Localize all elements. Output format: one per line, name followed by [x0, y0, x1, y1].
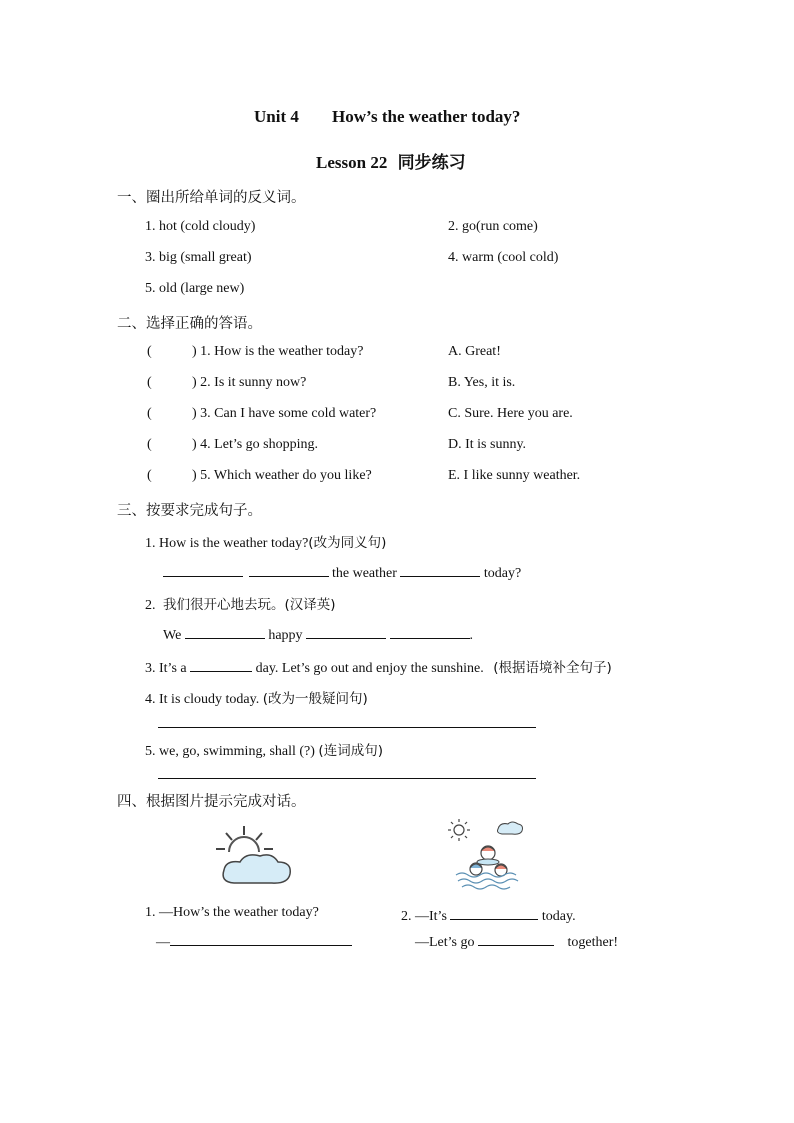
s2-paren-open-3: (	[147, 406, 152, 421]
s3-q3-a: 3. It’s a	[145, 661, 187, 676]
section4-heading: 四、根据图片提示完成对话。	[117, 794, 306, 810]
s1-item-5: 5. old (large new)	[145, 281, 245, 296]
answer-blank[interactable]	[390, 624, 470, 639]
answer-blank[interactable]	[306, 624, 386, 639]
s3-q2-end: .	[469, 628, 474, 643]
s2-row-2	[192, 375, 306, 391]
s2-paren-open-2: (	[147, 375, 152, 390]
s3-q5	[145, 739, 383, 760]
s1-item-1: 1. hot (cold cloudy)	[145, 219, 256, 234]
d1-question: 1. —How’s the weather today?	[145, 905, 319, 920]
answer-line[interactable]	[158, 727, 536, 728]
s3-q2-we: We	[163, 628, 182, 643]
s2-answer-e: E. I like sunny weather.	[448, 468, 581, 483]
d2-a-b: together!	[567, 935, 619, 950]
s3-q3-note: (根据语境补全句子)	[493, 660, 612, 676]
s3-q5-text: 5. we, go, swimming, shall (?)	[145, 744, 315, 759]
lesson-label	[316, 148, 466, 173]
s2-answer-c: C. Sure. Here you are.	[448, 406, 573, 421]
s3-q4	[145, 687, 368, 708]
s2-answer-d: D. It is sunny.	[448, 437, 527, 452]
sun-cloud-icon	[212, 822, 296, 890]
s3-q1-text: 1. How is the weather today?	[145, 536, 309, 551]
s3-q1-mid: the weather	[332, 566, 397, 581]
d2-q-b: today.	[541, 909, 576, 924]
lesson-subtitle: 同步练习	[397, 153, 466, 173]
s2-answer-b: B. Yes, it is.	[448, 375, 516, 390]
section3-heading: 三、按要求完成句子。	[117, 503, 262, 519]
s2-paren-open-4: (	[147, 437, 152, 452]
s3-q2-happy: happy	[268, 628, 303, 643]
s3-q2-num: 2.	[145, 598, 156, 613]
s2-answer-a: A. Great!	[448, 344, 501, 359]
section2-heading: 二、选择正确的答语。	[117, 316, 262, 332]
d1-dash: —	[156, 935, 170, 950]
s2-row-4	[192, 437, 318, 453]
answer-blank[interactable]	[170, 931, 352, 946]
answer-blank[interactable]	[450, 905, 538, 920]
s3-q2-text: 我们很开心地去玩。(汉译英)	[163, 597, 336, 613]
answer-blank[interactable]	[478, 931, 554, 946]
s2-row-5	[192, 468, 372, 484]
s1-item-3: 3. big (small great)	[145, 250, 252, 265]
answer-blank[interactable]	[249, 562, 329, 577]
s3-q3	[145, 656, 612, 677]
swimming-kids-icon	[446, 817, 526, 893]
d2-q-a: 2. —It’s	[401, 909, 447, 924]
d2-answer	[415, 931, 618, 951]
s3-q1-answer	[163, 562, 521, 582]
answer-blank[interactable]	[400, 562, 480, 577]
d2-question	[401, 905, 576, 925]
s2-paren-close: )	[192, 344, 197, 359]
answer-blank[interactable]	[163, 562, 243, 577]
s2-row-1	[192, 344, 363, 360]
unit-label: Unit 4	[254, 107, 299, 126]
s2-question-1: 1. How is the weather today?	[200, 344, 364, 359]
s2-question-5: 5. Which weather do you like?	[200, 468, 372, 483]
s3-q2-answer	[163, 624, 473, 644]
s3-q2	[145, 593, 336, 614]
s1-item-4: 4. warm (cool cold)	[448, 250, 559, 265]
d2-a-a: —Let’s go	[415, 935, 475, 950]
s1-item-2: 2. go(run come)	[448, 219, 538, 234]
s2-question-2: 2. Is it sunny now?	[200, 375, 307, 390]
s3-q3-b: day. Let’s go out and enjoy the sunshine.	[255, 661, 484, 676]
s2-paren-open-5: (	[147, 468, 152, 483]
answer-blank[interactable]	[190, 657, 252, 672]
s3-q1-end: today?	[483, 566, 522, 581]
s2-paren-close: )	[192, 406, 197, 421]
s2-paren-close: )	[192, 468, 197, 483]
answer-blank[interactable]	[185, 624, 265, 639]
section1-heading: 一、圈出所给单词的反义词。	[117, 190, 306, 206]
s2-paren-close: )	[192, 375, 197, 390]
d1-answer	[156, 931, 352, 951]
s3-q4-note: (改为一般疑问句)	[262, 691, 368, 707]
unit-title: How’s the weather today?	[332, 107, 521, 126]
s2-paren-close: )	[192, 437, 197, 452]
s2-paren-open-1: (	[147, 344, 152, 359]
s2-question-4: 4. Let’s go shopping.	[200, 437, 319, 452]
answer-line[interactable]	[158, 778, 536, 779]
s3-q1-note: (改为同义句)	[308, 535, 387, 551]
s2-question-3: 3. Can I have some cold water?	[200, 406, 377, 421]
s3-q4-text: 4. It is cloudy today.	[145, 692, 260, 707]
lesson-number: Lesson 22	[316, 153, 388, 172]
s2-row-3	[192, 406, 376, 422]
s3-q5-note: (连词成句)	[318, 743, 383, 759]
s3-q1	[145, 531, 386, 552]
